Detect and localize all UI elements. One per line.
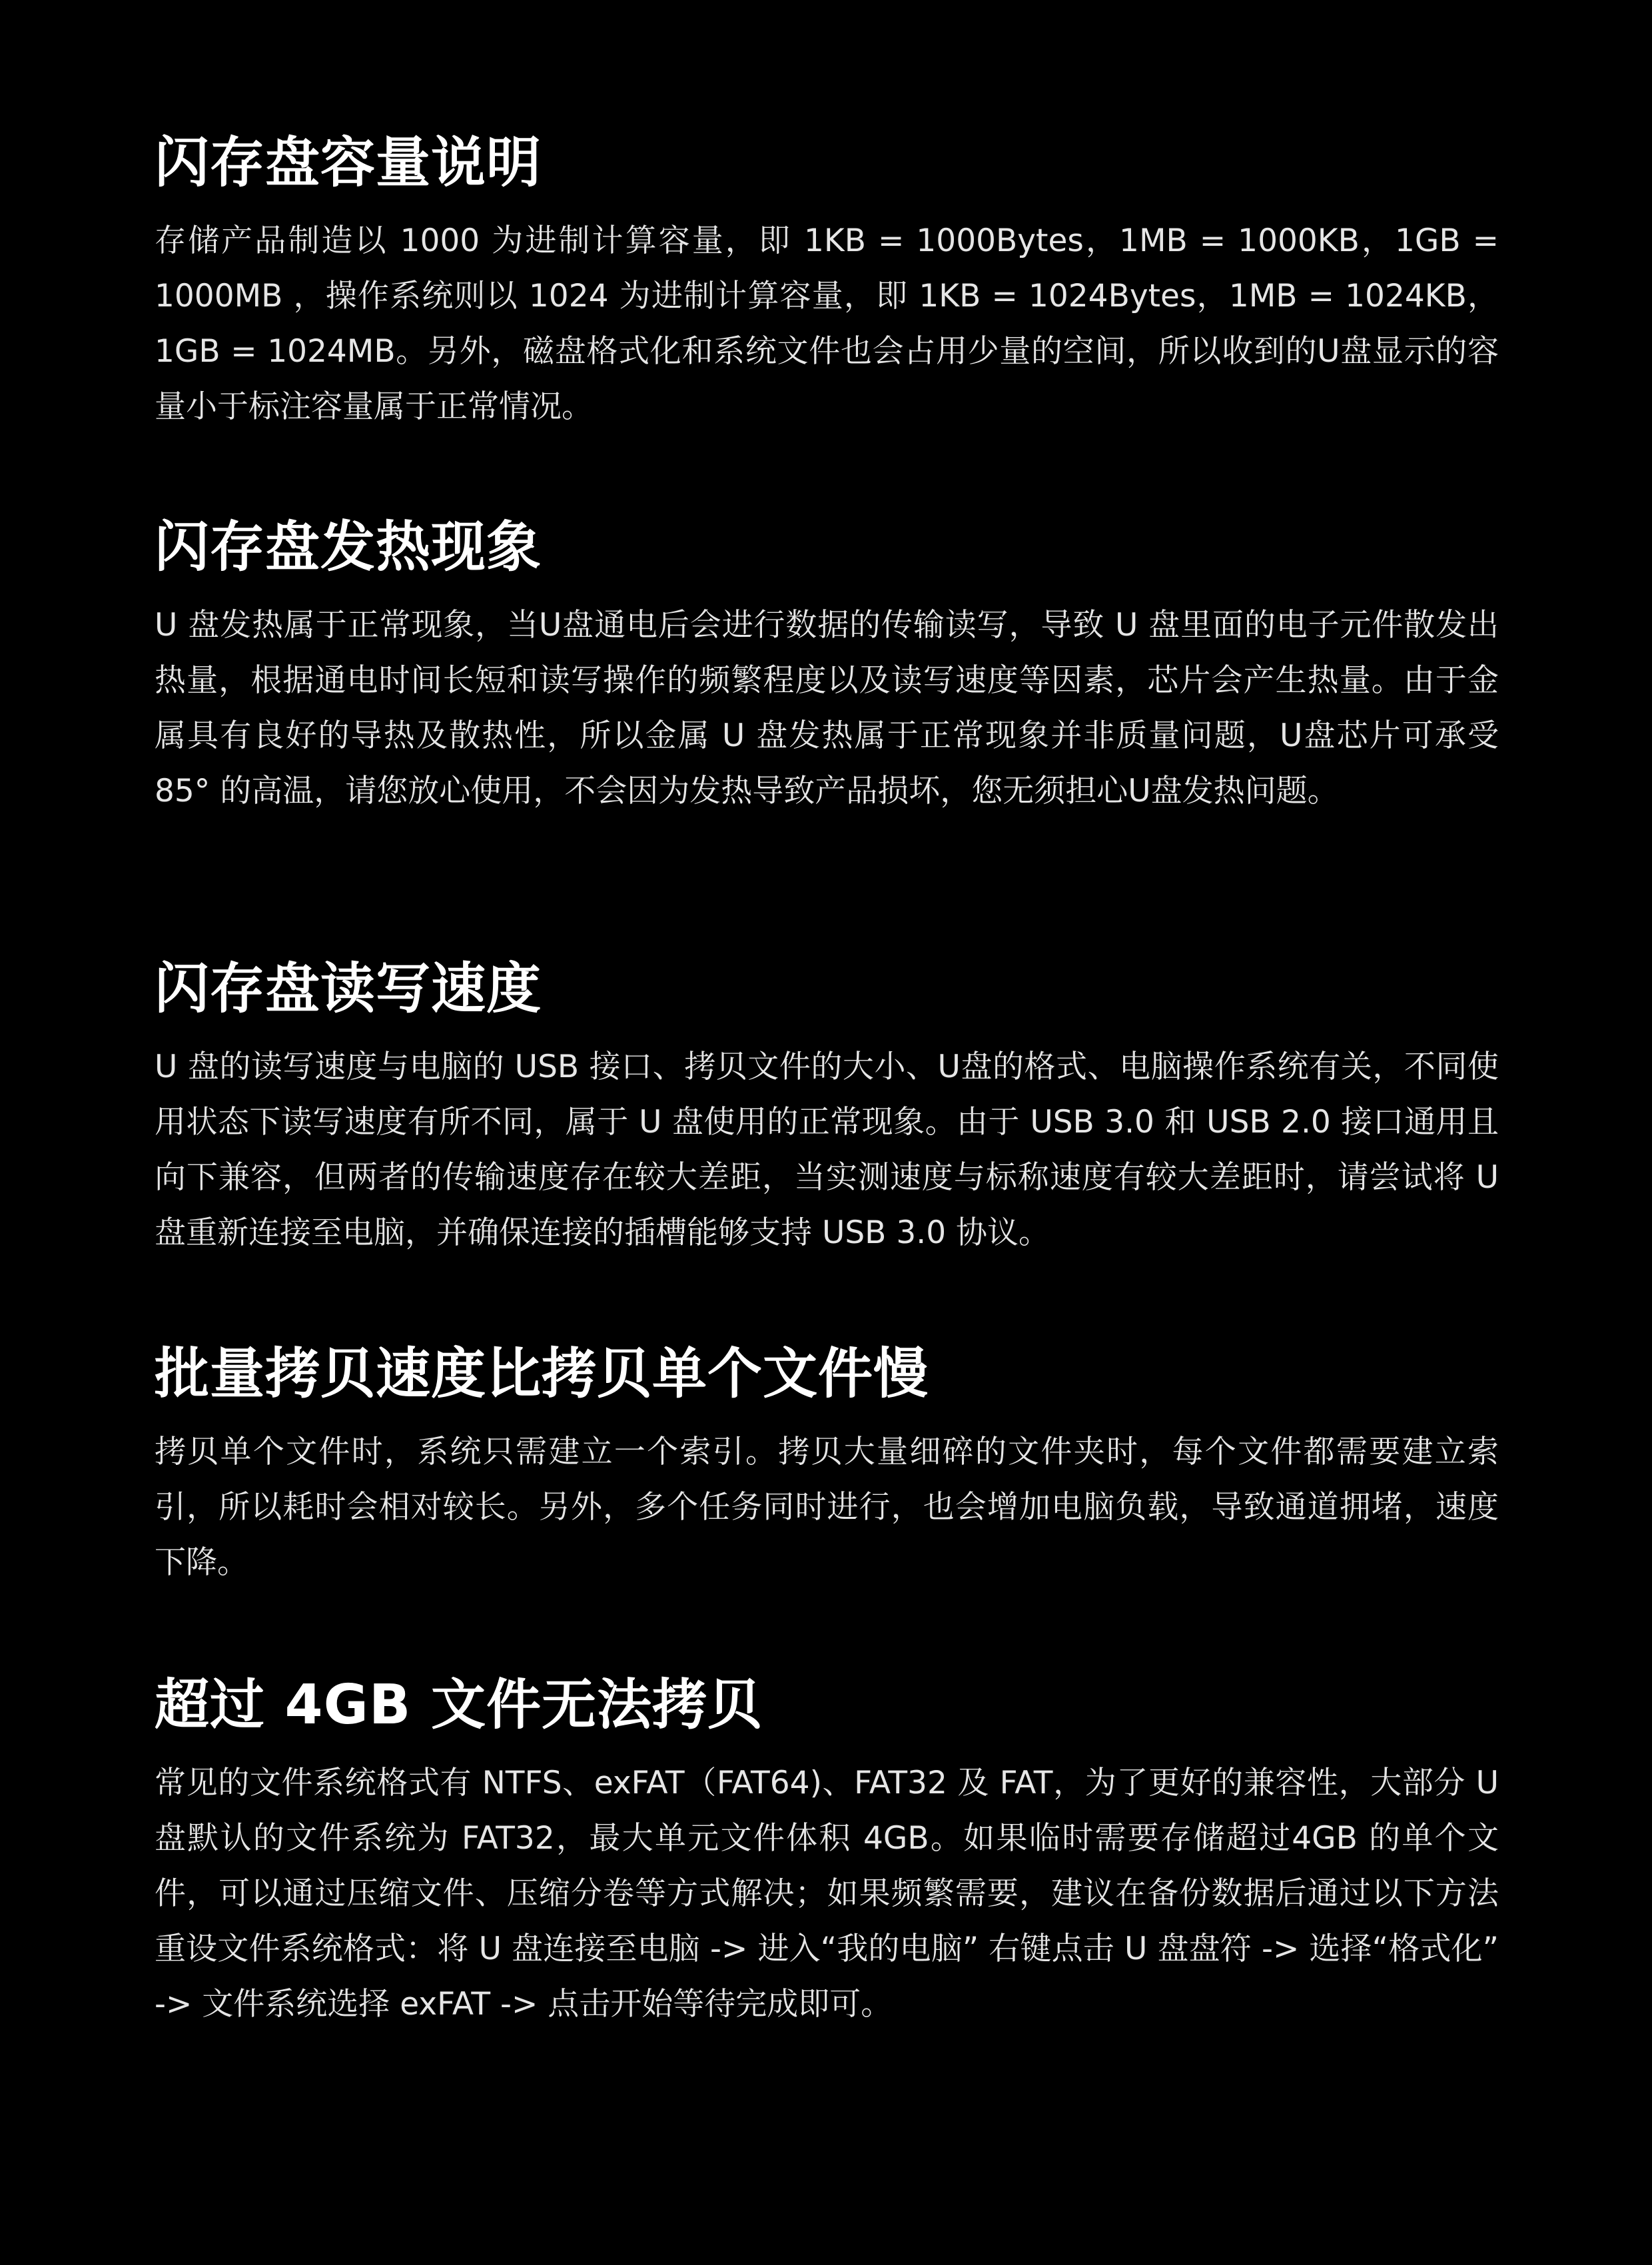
section-batch-copy (155, 1338, 1499, 1590)
section-body: 拷贝单个文件时，系统只需建立一个索引。拷贝大量细碎的文件夹时，每个文件都需要建立索引，所以耗时会相对较长。另外，多个任务同时进行，也会增加电脑负载，导致通道拥堵，速度下降。 (155, 1434, 1499, 1581)
section-title: 闪存盘容量说明 (155, 131, 542, 195)
section-title: 批量拷贝速度比拷贝单个文件慢 (155, 1342, 929, 1406)
section-title: 闪存盘发热现象 (155, 516, 542, 579)
section-body: 常见的文件系统格式有 NTFS、exFAT（FAT64)、FAT32 及 FAT，为了更好的兼容性，大部分 U 盘默认的文件系统为 FAT32，最大单元文件体积 4GB。如果临时需要存储超过4GB 的单个文件，可以通过压缩文件、压缩分卷等方式解决；如果频繁需要，建议在备份数据后通过以下方法重设文件系统格式：将 U 盘连接至电脑 -> 进入“我的电脑” 右键点击 U 盘盘符 -> 选择“格式化” -> 文件系统选择 exFAT -> 点击开始等待完成即可。 (155, 1765, 1499, 2023)
section-body: U 盘的读写速度与电脑的 USB 接口、拷贝文件的大小、U盘的格式、电脑操作系统有关，不同使用状态下读写速度有所不同，属于 U 盘使用的正常现象。由于 USB 3.0 和 USB 2.0 接口通用且向下兼容，但两者的传输速度存在较大差距，当实测速度与标称速度有较大差距时，请尝试将 U 盘重新连接至电脑，并确保连接的插槽能够支持 USB 3.0 协议。 (155, 1049, 1499, 1251)
section-read-write-speed (155, 953, 1499, 1260)
section-body: 存储产品制造以 1000 为进制计算容量，即 1KB = 1000Bytes，1MB = 1000KB，1GB = 1000MB ，操作系统则以 1024 为进制计算容量，即 1KB = 1024Bytes，1MB = 1024KB，1GB = 1024MB。另外，磁盘格式化和系统文件也会占用少量的空间，所以收到的U盘显示的容量小于标注容量属于正常情况。 (155, 223, 1499, 425)
section-title: 超过 4GB 文件无法拷贝 (155, 1673, 763, 1737)
section-4gb-limit (155, 1669, 1499, 2032)
section-title: 闪存盘读写速度 (155, 957, 542, 1021)
section-body: U 盘发热属于正常现象，当U盘通电后会进行数据的传输读写，导致 U 盘里面的电子元件散发出热量，根据通电时间长短和读写操作的频繁程度以及读写速度等因素，芯片会产生热量。由于金属具有良好的导热及散热性，所以金属 U 盘发热属于正常现象并非质量问题，U盘芯片可承受 85° 的高温，请您放心使用，不会因为发热导致产品损坏，您无须担心U盘发热问题。 (155, 607, 1499, 809)
section-heating (155, 511, 1499, 819)
section-capacity (155, 127, 1499, 434)
